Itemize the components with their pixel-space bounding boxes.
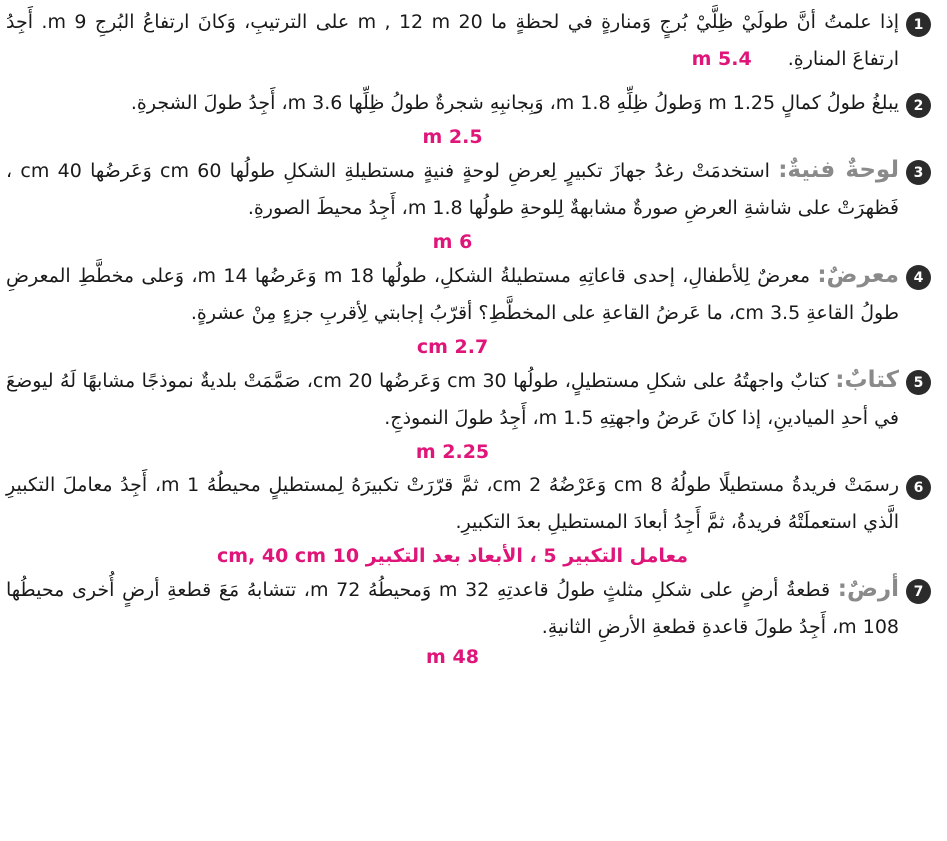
answer-text: 2.5 m [422,126,483,148]
answer-text: 5.4 m [691,48,752,70]
problem-number-badge: 6 [906,475,931,500]
answer-text: 2.25 m [415,441,490,463]
problem-7 [6,571,937,670]
problem-text [6,4,899,78]
answer-text: 2.7 cm [416,336,489,358]
problem-body: معرضٌ لِلأطفالِ، إحدى قاعاتِهِ مستطيلةُ الشكلِ، طولُها 18 m وَعَرضُها 14 m، وَعلى مخطَّطِ المعرضِ طولُ القاعةِ 3.5 cm، ما عَرضُ القاعةِ على المخطَّطِ؟ أقرّبُ إجابتي لِأقربِ جزءٍ مِنْ عشرةٍ. [6,265,899,324]
problem-text [6,467,899,541]
problem-body: إذا علمتُ أنَّ طولَيْ ظِلَّيْ بُرجٍ وَمنارةٍ في لحظةٍ ما 20 m , 12 m على الترتيبِ، وَكانَ ارتفاعُ البُرجِ 9 m. أَجِدُ ارتفاعَ المنارةِ. [6,11,899,70]
problem-3 [6,152,937,257]
problem-number-badge: 7 [906,579,931,604]
problem-text [6,571,899,646]
answer-text: معامل التكبير 5 ، الأبعاد بعد التكبير 10 cm, 40 cm [216,545,688,567]
problem-label: أرضٌ: [837,576,900,602]
answer-text: 6 m [432,231,473,253]
problem-4 [6,257,937,362]
problem-label: معرضٌ: [817,262,900,288]
problem-number-badge: 5 [906,370,931,395]
problem-text [6,362,899,437]
problem-body: قطعةُ أرضٍ على شكلِ مثلثٍ طولُ قاعدتِهِ 32 m وَمحيطُهُ 72 m، تتشابهُ مَعَ قطعةِ أرضٍ أُخرى محيطُها 108 m، أَجِدُ طولَ قاعدةِ قطعةِ الأرضِ الثانيةِ. [6,579,899,638]
problem-body: رسمَتْ فريدةُ مستطيلًا طولُهُ 8 cm وَعَرْضُهُ 2 cm، ثمَّ قرّرَتْ تكبيرَهُ لِمستطيلٍ محيطُهُ 1 m، أَجِدُ معاملَ التكبيرِ الَّذي استعملَتْهُ فريدةُ، ثمَّ أَجِدُ أبعادَ المستطيلِ بعدَ التكبيرِ. [6,474,900,533]
answer-text: 48 m [426,646,479,668]
problem-2 [6,85,937,152]
problem-body: استخدمَتْ رغدُ جهازَ تكبيرٍ لِعرضِ لوحةٍ فنيةٍ مستطيلةِ الشكلِ طولُها 60 cm وَعَرضُها 40 cm ، فَظهرَتْ على شاشةِ العرضِ صورةٌ مشابهةٌ لِلوحةِ طولُها 1.8 m، أَجِدُ محيطَ الصورةِ. [6,160,899,219]
problem-body: يبلغُ طولُ كمالٍ 1.25 m وَطولُ ظِلِّهِ 1.8 m، وَبِجانبِهِ شجرةٌ طولُ ظِلِّها 3.6 m، أَجِدُ طولَ الشجرةِ. [130,92,899,114]
problem-number-badge: 2 [906,93,931,118]
problem-label: لوحةٌ فنيةٌ: [778,157,899,183]
problem-text [6,257,899,332]
problem-label: كتابٌ: [835,367,899,393]
problem-number-badge: 3 [906,160,931,185]
problem-1 [6,4,937,78]
problem-6 [6,467,937,571]
problem-text [6,85,899,122]
problem-body: كتابٌ واجهتُهُ على شكلِ مستطيلٍ، طولُها 30 cm وَعَرضُها 20 cm، صَمَّمَتْ بلديةٌ نموذجًا مشابهًا لَهُ ليوضعَ في أحدِ الميادينِ، إذا كانَ عَرضُ واجهتِهِ 1.5 m، أَجِدُ طولَ النموذجِ. [6,370,899,429]
problem-text [6,152,899,227]
problem-number-badge: 4 [906,265,931,290]
problem-5 [6,362,937,467]
problem-number-badge: 1 [906,12,931,37]
